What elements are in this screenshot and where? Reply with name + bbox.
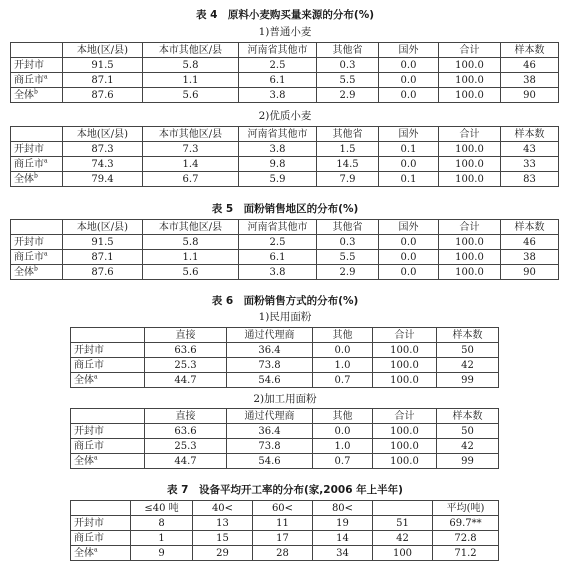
table-row	[11, 58, 559, 73]
row-label: 全体$^b$	[11, 88, 63, 103]
table-cell: 100.0	[373, 343, 437, 358]
row-label: 商丘市	[71, 439, 145, 454]
table-cell: 11	[253, 516, 313, 531]
table-cell: 5.6	[143, 265, 239, 280]
table-cell: 100.0	[439, 88, 501, 103]
table-cell: 87.6	[63, 265, 143, 280]
table-cell: 38	[501, 73, 559, 88]
table-row	[71, 531, 499, 546]
header-cell: 通过代理商	[227, 409, 313, 424]
table-cell: 0.1	[379, 172, 439, 187]
table-cell: 46	[501, 58, 559, 73]
table-row	[71, 439, 499, 454]
table-cell: 1.5	[317, 142, 379, 157]
header-cell: 合计	[373, 409, 437, 424]
table-cell: 63.6	[145, 343, 227, 358]
table-cell: 42	[437, 358, 499, 373]
table-header-row	[71, 328, 499, 343]
table-cell: 34	[313, 546, 373, 561]
header-cell: 国外	[379, 220, 439, 235]
header-cell: 本地(区/县)	[63, 127, 143, 142]
table6-part2	[70, 408, 499, 469]
table-row	[11, 73, 559, 88]
table4-part2	[10, 126, 559, 187]
table-cell: 0.0	[313, 424, 373, 439]
header-cell: 样本数	[437, 328, 499, 343]
header-cell: 本地(区/县)	[63, 220, 143, 235]
table-cell: 54.6	[227, 454, 313, 469]
table-cell: 100.0	[439, 58, 501, 73]
table-row	[11, 157, 559, 172]
table-cell: 50	[437, 424, 499, 439]
table6-caption: 表 6 面粉销售方式的分布(%)	[211, 295, 359, 307]
table-cell: 5.8	[143, 235, 239, 250]
header-cell: 国外	[379, 43, 439, 58]
header-cell: 平均(吨)	[433, 501, 499, 516]
table-cell: 100.0	[373, 454, 437, 469]
table-cell: 46	[501, 235, 559, 250]
header-cell: 本地(区/县)	[63, 43, 143, 58]
table-cell: 100.0	[439, 235, 501, 250]
table-cell: 1.1	[143, 73, 239, 88]
header-cell	[11, 127, 63, 142]
table-cell: 5.5	[317, 73, 379, 88]
table-cell: 87.6	[63, 88, 143, 103]
table-cell: 0.0	[379, 250, 439, 265]
table6-section2-title: 2)加工用面粉	[253, 393, 317, 405]
table-cell: 1.1	[143, 250, 239, 265]
row-label: 全体$^a$	[71, 546, 131, 561]
header-cell: 60<	[253, 501, 313, 516]
table-row	[71, 373, 499, 388]
table-cell: 91.5	[63, 235, 143, 250]
table-cell: 44.7	[145, 454, 227, 469]
table-cell: 63.6	[145, 424, 227, 439]
header-cell: 其他	[313, 328, 373, 343]
table-cell: 51	[373, 516, 433, 531]
header-cell: 本市其他区/县	[143, 127, 239, 142]
header-cell	[71, 409, 145, 424]
row-label: 开封市	[71, 516, 131, 531]
table-cell: 25.3	[145, 439, 227, 454]
table-cell: 5.9	[239, 172, 317, 187]
table-cell: 28	[253, 546, 313, 561]
table4-section1-title: 1)普通小麦	[258, 26, 312, 38]
table-cell: 100	[373, 546, 433, 561]
table-cell: 0.0	[379, 157, 439, 172]
row-label: 商丘市$^a$	[11, 250, 63, 265]
table-row	[71, 546, 499, 561]
table-cell: 0.0	[379, 88, 439, 103]
table4-caption: 表 4 原料小麦购买量来源的分布(%)	[195, 9, 375, 21]
table-cell: 54.6	[227, 373, 313, 388]
table-row	[11, 172, 559, 187]
table-cell: 19	[313, 516, 373, 531]
table-cell: 7.9	[317, 172, 379, 187]
table-cell: 44.7	[145, 373, 227, 388]
table-cell: 17	[253, 531, 313, 546]
table-row	[11, 235, 559, 250]
table-cell: 99	[437, 454, 499, 469]
table-cell: 90	[501, 88, 559, 103]
table-cell: 100.0	[373, 358, 437, 373]
row-label: 全体$^a$	[71, 454, 145, 469]
table-cell: 100.0	[439, 172, 501, 187]
table-cell: 73.8	[227, 358, 313, 373]
table-cell: 100.0	[439, 73, 501, 88]
header-cell: 合计	[439, 43, 501, 58]
table-cell: 25.3	[145, 358, 227, 373]
table-cell: 1.4	[143, 157, 239, 172]
header-cell: 河南省其他市	[239, 43, 317, 58]
table-cell: 91.5	[63, 58, 143, 73]
table-cell: 6.7	[143, 172, 239, 187]
table-cell: 14	[313, 531, 373, 546]
header-cell: 其他省	[317, 127, 379, 142]
table-cell: 0.7	[313, 373, 373, 388]
table-cell: 13	[193, 516, 253, 531]
header-cell: 样本数	[501, 220, 559, 235]
row-label: 全体$^b$	[11, 172, 63, 187]
table-cell: 100.0	[373, 424, 437, 439]
table-cell: 9	[131, 546, 193, 561]
row-label: 商丘市	[71, 358, 145, 373]
table-cell: 6.1	[239, 73, 317, 88]
table-cell: 6.1	[239, 250, 317, 265]
header-cell: 直接	[145, 328, 227, 343]
table-cell: 29	[193, 546, 253, 561]
table-cell: 1	[131, 531, 193, 546]
table-cell: 2.5	[239, 58, 317, 73]
table-cell: 42	[373, 531, 433, 546]
table7	[70, 500, 499, 561]
header-cell: 本市其他区/县	[143, 43, 239, 58]
table-row	[71, 358, 499, 373]
table-cell: 74.3	[63, 157, 143, 172]
table-header-row	[71, 501, 499, 516]
table-cell: 1.0	[313, 358, 373, 373]
header-cell: 其他省	[317, 220, 379, 235]
table-cell: 36.4	[227, 424, 313, 439]
table-cell: 0.3	[317, 235, 379, 250]
table6-section1-title: 1)民用面粉	[258, 311, 312, 323]
table-row	[71, 454, 499, 469]
row-label: 商丘市	[71, 531, 131, 546]
row-label: 全体$^b$	[11, 265, 63, 280]
row-label: 开封市	[11, 235, 63, 250]
table-cell: 3.8	[239, 265, 317, 280]
table-cell: 69.7**	[433, 516, 499, 531]
table5	[10, 219, 559, 280]
table-cell: 100.0	[439, 142, 501, 157]
header-cell: 其他省	[317, 43, 379, 58]
table-cell: 5.5	[317, 250, 379, 265]
table-cell: 87.1	[63, 250, 143, 265]
table-cell: 43	[501, 142, 559, 157]
header-cell: 通过代理商	[227, 328, 313, 343]
table-cell: 0.7	[313, 454, 373, 469]
table-cell: 5.8	[143, 58, 239, 73]
header-cell	[71, 501, 131, 516]
header-cell: 合计	[439, 127, 501, 142]
row-label: 商丘市$^a$	[11, 157, 63, 172]
table-row	[71, 424, 499, 439]
header-cell: 国外	[379, 127, 439, 142]
table-cell: 100.0	[373, 439, 437, 454]
row-label: 开封市	[11, 58, 63, 73]
table-cell: 0.0	[379, 58, 439, 73]
row-label: 全体$^a$	[71, 373, 145, 388]
table-cell: 2.9	[317, 88, 379, 103]
table-header-row	[11, 43, 559, 58]
header-cell: 样本数	[437, 409, 499, 424]
row-label: 商丘市$^a$	[11, 73, 63, 88]
header-cell: 80<	[313, 501, 373, 516]
table-cell: 33	[501, 157, 559, 172]
table-header-row	[11, 220, 559, 235]
table-row	[11, 250, 559, 265]
table-cell: 8	[131, 516, 193, 531]
table-cell: 100.0	[373, 373, 437, 388]
table4-section2-title: 2)优质小麦	[258, 110, 312, 122]
header-cell: 其他	[313, 409, 373, 424]
header-cell: 河南省其他市	[239, 220, 317, 235]
table-row	[11, 265, 559, 280]
table-row	[71, 516, 499, 531]
table-cell: 9.8	[239, 157, 317, 172]
table-cell: 90	[501, 265, 559, 280]
table-cell: 0.0	[379, 73, 439, 88]
table-cell: 0.3	[317, 58, 379, 73]
table-cell: 0.0	[379, 265, 439, 280]
table-cell: 99	[437, 373, 499, 388]
table-header-row	[11, 127, 559, 142]
table-cell: 14.5	[317, 157, 379, 172]
header-cell: 河南省其他市	[239, 127, 317, 142]
header-cell	[11, 43, 63, 58]
table-cell: 2.5	[239, 235, 317, 250]
table-cell: 0.1	[379, 142, 439, 157]
header-cell: 合计	[439, 220, 501, 235]
table-cell: 2.9	[317, 265, 379, 280]
table-cell: 42	[437, 439, 499, 454]
table6-part1	[70, 327, 499, 388]
table-cell: 71.2	[433, 546, 499, 561]
table-cell: 87.1	[63, 73, 143, 88]
table-cell: 83	[501, 172, 559, 187]
header-cell: 合计	[373, 328, 437, 343]
table-cell: 1.0	[313, 439, 373, 454]
header-cell: 直接	[145, 409, 227, 424]
table-header-row	[71, 409, 499, 424]
header-cell: 样本数	[501, 127, 559, 142]
table-cell: 5.6	[143, 88, 239, 103]
header-cell: 本市其他区/县	[143, 220, 239, 235]
table-row	[71, 343, 499, 358]
header-cell	[373, 501, 433, 516]
table-cell: 79.4	[63, 172, 143, 187]
row-label: 开封市	[71, 424, 145, 439]
row-label: 开封市	[71, 343, 145, 358]
table-cell: 73.8	[227, 439, 313, 454]
table-cell: 100.0	[439, 265, 501, 280]
table-cell: 100.0	[439, 250, 501, 265]
table-row	[11, 88, 559, 103]
table-cell: 15	[193, 531, 253, 546]
table-cell: 100.0	[439, 157, 501, 172]
table-cell: 72.8	[433, 531, 499, 546]
table-cell: 3.8	[239, 88, 317, 103]
table-row	[11, 142, 559, 157]
table-cell: 36.4	[227, 343, 313, 358]
header-cell	[71, 328, 145, 343]
table7-caption: 表 7 设备平均开工率的分布(家,2006 年上半年)	[167, 484, 403, 496]
header-cell: 样本数	[501, 43, 559, 58]
header-cell: 40<	[193, 501, 253, 516]
table-cell: 38	[501, 250, 559, 265]
table5-caption: 表 5 面粉销售地区的分布(%)	[211, 203, 359, 215]
table-cell: 0.0	[313, 343, 373, 358]
table4-part1	[10, 42, 559, 103]
header-cell: ≤40 吨	[131, 501, 193, 516]
table-cell: 3.8	[239, 142, 317, 157]
table-cell: 7.3	[143, 142, 239, 157]
table-cell: 50	[437, 343, 499, 358]
header-cell	[11, 220, 63, 235]
row-label: 开封市	[11, 142, 63, 157]
table-cell: 0.0	[379, 235, 439, 250]
table-cell: 87.3	[63, 142, 143, 157]
